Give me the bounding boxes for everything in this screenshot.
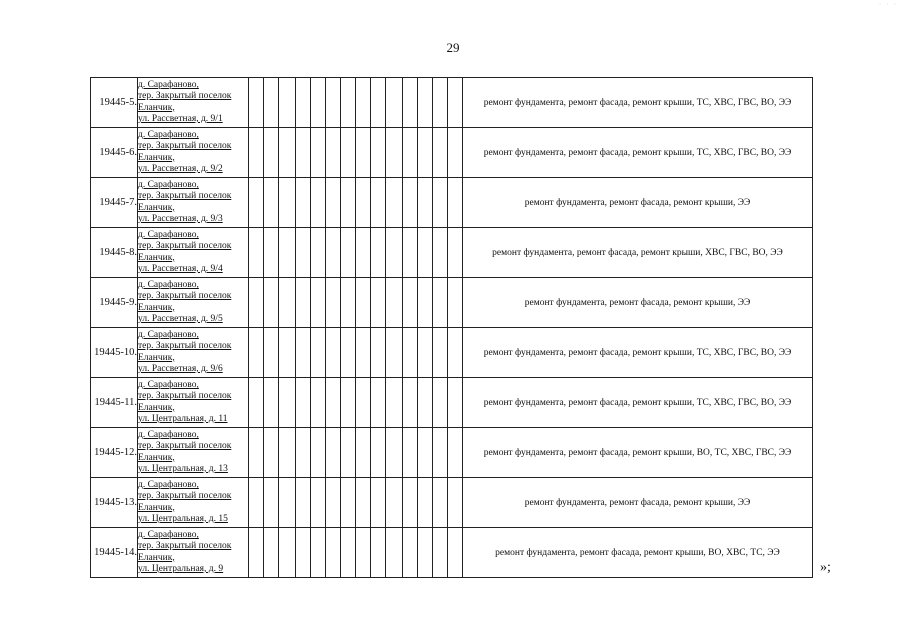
empty-cell	[433, 128, 448, 178]
empty-cell	[311, 528, 326, 578]
address-line: тер. Закрытый поселок	[138, 441, 232, 452]
empty-cell	[326, 128, 341, 178]
empty-cell	[311, 228, 326, 278]
table-row	[91, 378, 813, 428]
row-number-cell: 19445-9.	[91, 278, 138, 328]
empty-cell	[386, 328, 403, 378]
table-row	[91, 128, 813, 178]
empty-cell	[249, 178, 264, 228]
address-line: Еланчик,	[138, 552, 175, 563]
empty-cell	[433, 228, 448, 278]
address-cell	[138, 178, 249, 228]
address-line: Еланчик,	[138, 202, 175, 213]
empty-cell	[418, 428, 433, 478]
works-list-cell: ремонт фундамента, ремонт фасада, ремонт крыши, ЭЭ	[463, 278, 813, 328]
empty-cell	[386, 178, 403, 228]
address-line: Еланчик,	[138, 402, 175, 413]
empty-cell	[249, 228, 264, 278]
empty-cell	[448, 178, 463, 228]
empty-cell	[356, 328, 371, 378]
empty-cell	[296, 478, 311, 528]
empty-cell	[264, 228, 279, 278]
empty-cell	[356, 178, 371, 228]
empty-cell	[326, 528, 341, 578]
address-cell	[138, 78, 249, 128]
row-number-cell: 19445-13.	[91, 478, 138, 528]
empty-cell	[326, 328, 341, 378]
address-line: д. Сарафаново,	[138, 480, 199, 491]
address-line: д. Сарафаново,	[138, 330, 199, 341]
scan-artifact: · · ·	[879, 2, 898, 8]
row-number-cell: 19445-5.	[91, 78, 138, 128]
empty-cell	[311, 128, 326, 178]
row-number-cell: 19445-8.	[91, 228, 138, 278]
empty-cell	[264, 178, 279, 228]
empty-cell	[386, 228, 403, 278]
empty-cell	[418, 178, 433, 228]
empty-cell	[264, 278, 279, 328]
empty-cell	[371, 178, 386, 228]
empty-cell	[341, 228, 356, 278]
address-line: д. Сарафаново,	[138, 180, 199, 191]
empty-cell	[371, 528, 386, 578]
empty-cell	[371, 78, 386, 128]
empty-cell	[433, 528, 448, 578]
empty-cell	[249, 378, 264, 428]
address-line: ул. Центральная, д. 11	[138, 413, 228, 424]
empty-cell	[296, 178, 311, 228]
empty-cell	[356, 78, 371, 128]
empty-cell	[418, 128, 433, 178]
table-row	[91, 428, 813, 478]
row-number-cell: 19445-6.	[91, 128, 138, 178]
empty-cell	[418, 328, 433, 378]
table-row	[91, 478, 813, 528]
address-line: тер. Закрытый поселок	[138, 341, 232, 352]
works-list-cell: ремонт фундамента, ремонт фасада, ремонт крыши, ЭЭ	[463, 478, 813, 528]
empty-cell	[448, 428, 463, 478]
empty-cell	[341, 378, 356, 428]
empty-cell	[264, 478, 279, 528]
empty-cell	[264, 78, 279, 128]
address-cell	[138, 128, 249, 178]
empty-cell	[386, 528, 403, 578]
empty-cell	[264, 128, 279, 178]
empty-cell	[279, 378, 296, 428]
empty-cell	[264, 328, 279, 378]
empty-cell	[341, 178, 356, 228]
address-line: Еланчик,	[138, 152, 175, 163]
address-line: д. Сарафаново,	[138, 80, 199, 91]
works-list-cell: ремонт фундамента, ремонт фасада, ремонт крыши, ТС, ХВС, ГВС, ВО, ЭЭ	[463, 328, 813, 378]
address-cell	[138, 328, 249, 378]
empty-cell	[326, 228, 341, 278]
row-number-cell: 19445-11.	[91, 378, 138, 428]
empty-cell	[249, 78, 264, 128]
empty-cell	[418, 278, 433, 328]
address-line: ул. Рассветная, д. 9/6	[138, 363, 223, 374]
empty-cell	[279, 328, 296, 378]
address-line: ул. Рассветная, д. 9/5	[138, 313, 223, 324]
empty-cell	[386, 278, 403, 328]
empty-cell	[418, 528, 433, 578]
address-line: тер. Закрытый поселок	[138, 491, 232, 502]
address-line: д. Сарафаново,	[138, 380, 199, 391]
works-list-cell: ремонт фундамента, ремонт фасада, ремонт крыши, ТС, ХВС, ГВС, ВО, ЭЭ	[463, 128, 813, 178]
empty-cell	[356, 128, 371, 178]
empty-cell	[279, 278, 296, 328]
address-line: д. Сарафаново,	[138, 530, 199, 541]
empty-cell	[433, 78, 448, 128]
empty-cell	[341, 328, 356, 378]
table-row	[91, 78, 813, 128]
address-line: ул. Рассветная, д. 9/4	[138, 263, 223, 274]
empty-cell	[371, 328, 386, 378]
address-line: ул. Центральная, д. 15	[138, 513, 228, 524]
address-line: ул. Рассветная, д. 9/3	[138, 213, 223, 224]
empty-cell	[311, 328, 326, 378]
empty-cell	[448, 528, 463, 578]
address-line: ул. Рассветная, д. 9/2	[138, 163, 223, 174]
closing-quote-mark: »;	[820, 560, 831, 575]
address-line: ул. Центральная, д. 9	[138, 563, 224, 574]
works-list-cell: ремонт фундамента, ремонт фасада, ремонт крыши, ВО, ТС, ХВС, ГВС, ЭЭ	[463, 428, 813, 478]
empty-cell	[326, 178, 341, 228]
table-row	[91, 228, 813, 278]
address-line: Еланчик,	[138, 502, 175, 513]
empty-cell	[386, 478, 403, 528]
empty-cell	[279, 128, 296, 178]
registry-table-body	[91, 78, 813, 578]
empty-cell	[311, 478, 326, 528]
empty-cell	[386, 78, 403, 128]
empty-cell	[371, 428, 386, 478]
empty-cell	[279, 178, 296, 228]
empty-cell	[403, 478, 418, 528]
address-line: Еланчик,	[138, 352, 175, 363]
address-line: тер. Закрытый поселок	[138, 291, 232, 302]
empty-cell	[296, 228, 311, 278]
empty-cell	[249, 278, 264, 328]
address-line: Еланчик,	[138, 452, 175, 463]
empty-cell	[341, 478, 356, 528]
empty-cell	[326, 378, 341, 428]
empty-cell	[403, 278, 418, 328]
address-line: тер. Закрытый поселок	[138, 541, 232, 552]
empty-cell	[264, 378, 279, 428]
empty-cell	[386, 378, 403, 428]
empty-cell	[326, 278, 341, 328]
empty-cell	[403, 128, 418, 178]
works-list-cell: ремонт фундамента, ремонт фасада, ремонт крыши, ХВС, ГВС, ВО, ЭЭ	[463, 228, 813, 278]
empty-cell	[371, 478, 386, 528]
empty-cell	[448, 228, 463, 278]
empty-cell	[371, 278, 386, 328]
empty-cell	[264, 528, 279, 578]
empty-cell	[433, 178, 448, 228]
works-list-cell: ремонт фундамента, ремонт фасада, ремонт крыши, ТС, ХВС, ГВС, ВО, ЭЭ	[463, 78, 813, 128]
empty-cell	[326, 78, 341, 128]
works-list-cell: ремонт фундамента, ремонт фасада, ремонт крыши, ВО, ХВС, ТС, ЭЭ	[463, 528, 813, 578]
page-number: 29	[446, 40, 460, 55]
empty-cell	[403, 78, 418, 128]
table-row	[91, 328, 813, 378]
empty-cell	[433, 378, 448, 428]
address-line: тер. Закрытый поселок	[138, 241, 232, 252]
empty-cell	[356, 428, 371, 478]
empty-cell	[418, 78, 433, 128]
empty-cell	[403, 178, 418, 228]
empty-cell	[249, 328, 264, 378]
table-row	[91, 278, 813, 328]
address-cell	[138, 378, 249, 428]
empty-cell	[311, 378, 326, 428]
table-row	[91, 178, 813, 228]
table-row	[91, 528, 813, 578]
empty-cell	[296, 528, 311, 578]
empty-cell	[279, 78, 296, 128]
empty-cell	[356, 278, 371, 328]
empty-cell	[311, 278, 326, 328]
address-cell	[138, 478, 249, 528]
empty-cell	[296, 128, 311, 178]
empty-cell	[403, 228, 418, 278]
empty-cell	[264, 428, 279, 478]
empty-cell	[341, 78, 356, 128]
address-line: тер. Закрытый поселок	[138, 91, 232, 102]
empty-cell	[341, 278, 356, 328]
address-cell	[138, 528, 249, 578]
empty-cell	[433, 278, 448, 328]
empty-cell	[311, 428, 326, 478]
address-line: тер. Закрытый поселок	[138, 141, 232, 152]
empty-cell	[371, 128, 386, 178]
empty-cell	[433, 328, 448, 378]
empty-cell	[356, 478, 371, 528]
empty-cell	[403, 328, 418, 378]
works-list-cell: ремонт фундамента, ремонт фасада, ремонт крыши, ЭЭ	[463, 178, 813, 228]
empty-cell	[418, 228, 433, 278]
empty-cell	[296, 428, 311, 478]
empty-cell	[418, 478, 433, 528]
empty-cell	[448, 478, 463, 528]
empty-cell	[249, 128, 264, 178]
empty-cell	[296, 378, 311, 428]
empty-cell	[356, 228, 371, 278]
empty-cell	[448, 278, 463, 328]
empty-cell	[448, 128, 463, 178]
address-cell	[138, 428, 249, 478]
empty-cell	[311, 178, 326, 228]
address-line: Еланчик,	[138, 302, 175, 313]
address-line: д. Сарафаново,	[138, 280, 199, 291]
row-number-cell: 19445-7.	[91, 178, 138, 228]
registry-table-container	[90, 77, 813, 578]
empty-cell	[448, 378, 463, 428]
empty-cell	[311, 78, 326, 128]
address-line: д. Сарафаново,	[138, 230, 199, 241]
empty-cell	[386, 428, 403, 478]
empty-cell	[279, 528, 296, 578]
empty-cell	[433, 428, 448, 478]
empty-cell	[448, 328, 463, 378]
empty-cell	[249, 478, 264, 528]
empty-cell	[386, 128, 403, 178]
registry-table	[90, 77, 813, 578]
empty-cell	[279, 478, 296, 528]
address-line: тер. Закрытый поселок	[138, 191, 232, 202]
empty-cell	[356, 528, 371, 578]
empty-cell	[418, 378, 433, 428]
address-line: Еланчик,	[138, 252, 175, 263]
empty-cell	[296, 328, 311, 378]
row-number-cell: 19445-10.	[91, 328, 138, 378]
address-line: д. Сарафаново,	[138, 130, 199, 141]
empty-cell	[326, 428, 341, 478]
empty-cell	[249, 428, 264, 478]
address-line: тер. Закрытый поселок	[138, 391, 232, 402]
empty-cell	[341, 128, 356, 178]
address-line: д. Сарафаново,	[138, 430, 199, 441]
empty-cell	[448, 78, 463, 128]
empty-cell	[279, 228, 296, 278]
empty-cell	[341, 428, 356, 478]
address-cell	[138, 278, 249, 328]
empty-cell	[403, 428, 418, 478]
empty-cell	[371, 378, 386, 428]
empty-cell	[296, 78, 311, 128]
address-line: ул. Центральная, д. 13	[138, 463, 228, 474]
address-cell	[138, 228, 249, 278]
empty-cell	[403, 528, 418, 578]
empty-cell	[371, 228, 386, 278]
empty-cell	[356, 378, 371, 428]
empty-cell	[341, 528, 356, 578]
empty-cell	[433, 478, 448, 528]
empty-cell	[326, 478, 341, 528]
empty-cell	[279, 428, 296, 478]
works-list-cell: ремонт фундамента, ремонт фасада, ремонт крыши, ТС, ХВС, ГВС, ВО, ЭЭ	[463, 378, 813, 428]
empty-cell	[403, 378, 418, 428]
address-line: Еланчик,	[138, 102, 175, 113]
empty-cell	[296, 278, 311, 328]
row-number-cell: 19445-12.	[91, 428, 138, 478]
empty-cell	[249, 528, 264, 578]
address-line: ул. Рассветная, д. 9/1	[138, 113, 223, 124]
row-number-cell: 19445-14.	[91, 528, 138, 578]
